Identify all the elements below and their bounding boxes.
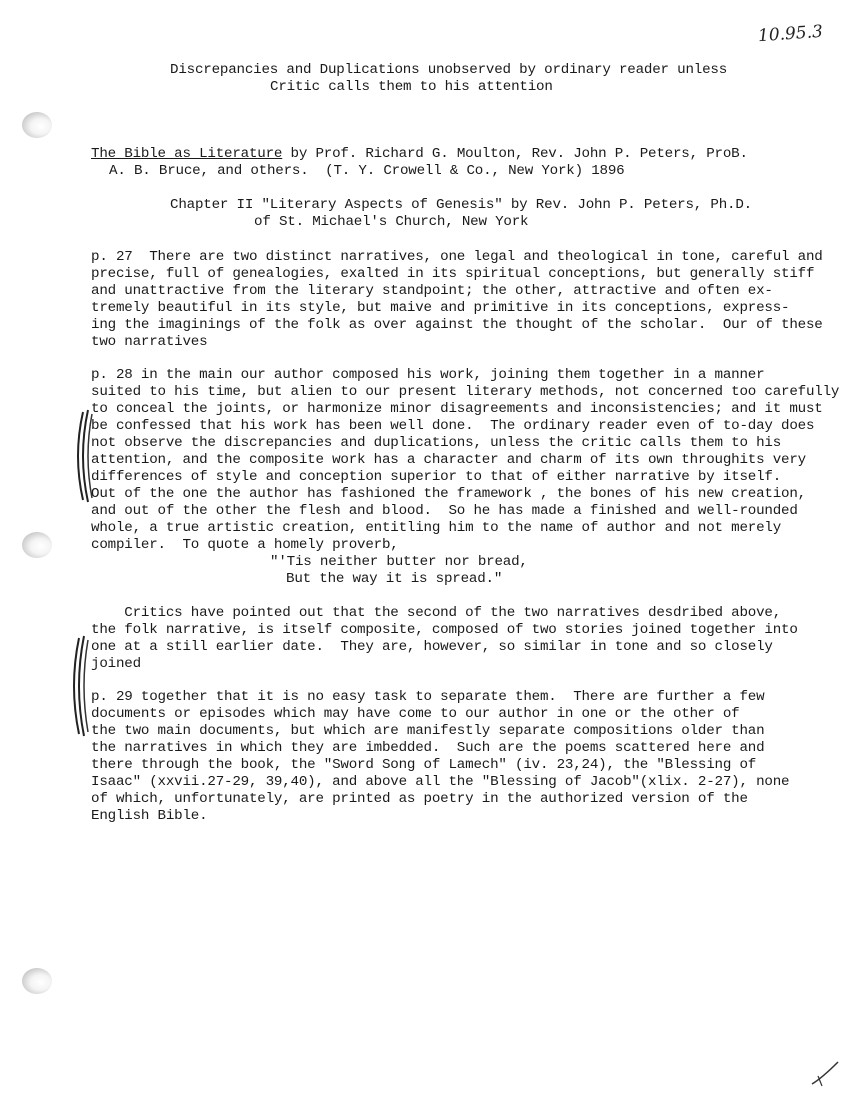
margin-bracket-lower — [68, 634, 90, 738]
para2-line: be confessed that his work has been well done. The ordinary reader even of to-day does — [91, 418, 815, 434]
para1-line: tremely beautiful in its style, but maive and primitive in its conceptions, express- — [91, 300, 790, 316]
para2-line: whole, a true artistic creation, entitling him to the name of author and not merely — [91, 520, 782, 536]
para1-line: precise, full of genealogies, exalted in its spiritual conceptions, but generally stiff — [91, 266, 815, 282]
para3-line: one at a still earlier date. They are, however, so similar in tone and so closely — [91, 639, 773, 655]
para1-line: and unattractive from the literary standpoint; the other, attractive and often ex- — [91, 283, 773, 299]
para3-line: Critics have pointed out that the second of the two narratives desdribed above, — [91, 605, 782, 621]
para4-line: the narratives in which they are imbedded. Such are the poems scattered here and — [91, 740, 765, 756]
para1-line: two narratives — [91, 334, 208, 350]
para3-line: the folk narrative, is itself composite, composed of two stories joined together into — [91, 622, 798, 638]
proverb-line-2: But the way it is spread." — [286, 571, 503, 587]
punch-hole-bottom — [22, 968, 52, 994]
heading-line-1: Discrepancies and Duplications unobserved by ordinary reader unless — [170, 62, 728, 78]
proverb-line-1: "'Tis neither butter nor bread, — [270, 554, 528, 570]
punch-hole-top — [22, 112, 52, 138]
catalog-number: 10.95.3 — [757, 21, 824, 47]
para2-line: p. 28 in the main our author composed his work, joining them together in a manner — [91, 367, 765, 383]
para2-line: differences of style and conception superior to that of either narrative by itself. — [91, 469, 782, 485]
para2-line: and out of the other the flesh and blood. So he has made a finished and well-rounded — [91, 503, 798, 519]
para4-line: of which, unfortunately, are printed as poetry in the authorized version of the — [91, 791, 748, 807]
para1-line: ing the imaginings of the folk as over against the thought of the scholar. Our of these — [91, 317, 823, 333]
para2-line: suited to his time, but alien to our present literary methods, not concerned too carefully — [91, 384, 840, 400]
citation-line-2: A. B. Bruce, and others. (T. Y. Crowell & Co., New York) 1896 — [109, 163, 625, 179]
para4-line: p. 29 together that it is no easy task to separate them. There are further a few — [91, 689, 765, 705]
para2-line: compiler. To quote a homely proverb, — [91, 537, 399, 553]
chapter-line-2: of St. Michael's Church, New York — [254, 214, 529, 230]
heading-line-2: Critic calls them to his attention — [270, 79, 553, 95]
para4-line: there through the book, the "Sword Song of Lamech" (iv. 23,24), the "Blessing of — [91, 757, 757, 773]
chapter-line-1: Chapter II "Literary Aspects of Genesis" by Rev. John P. Peters, Ph.D. — [170, 197, 752, 213]
citation-authors: by Prof. Richard G. Moulton, Rev. John P. Peters, ProB. — [282, 146, 748, 162]
para2-line: attention, and the composite work has a character and charm of its own throughits very — [91, 452, 806, 468]
para2-line: Out of the one the author has fashioned the framework , the bones of his new creation, — [91, 486, 806, 502]
citation-line-1 — [91, 146, 748, 163]
punch-hole-middle — [22, 532, 52, 558]
para4-line: documents or episodes which may have come to our author in one or the other of — [91, 706, 740, 722]
pen-mark — [808, 1058, 842, 1088]
para3-line: joined — [91, 656, 141, 672]
para4-line: English Bible. — [91, 808, 208, 824]
para2-line: not observe the discrepancies and duplications, unless the critic calls them to his — [91, 435, 782, 451]
para4-line: Isaac" (xxvii.27-29, 39,40), and above all the "Blessing of Jacob"(xlix. 2-27), none — [91, 774, 790, 790]
para2-line: to conceal the joints, or harmonize minor disagreements and inconsistencies; and it must — [91, 401, 823, 417]
para1-line: p. 27 There are two distinct narratives, one legal and theological in tone, careful and — [91, 249, 823, 265]
para4-line: the two main documents, but which are manifestly separate compositions older than — [91, 723, 765, 739]
book-title: The Bible as Literature — [91, 146, 283, 162]
